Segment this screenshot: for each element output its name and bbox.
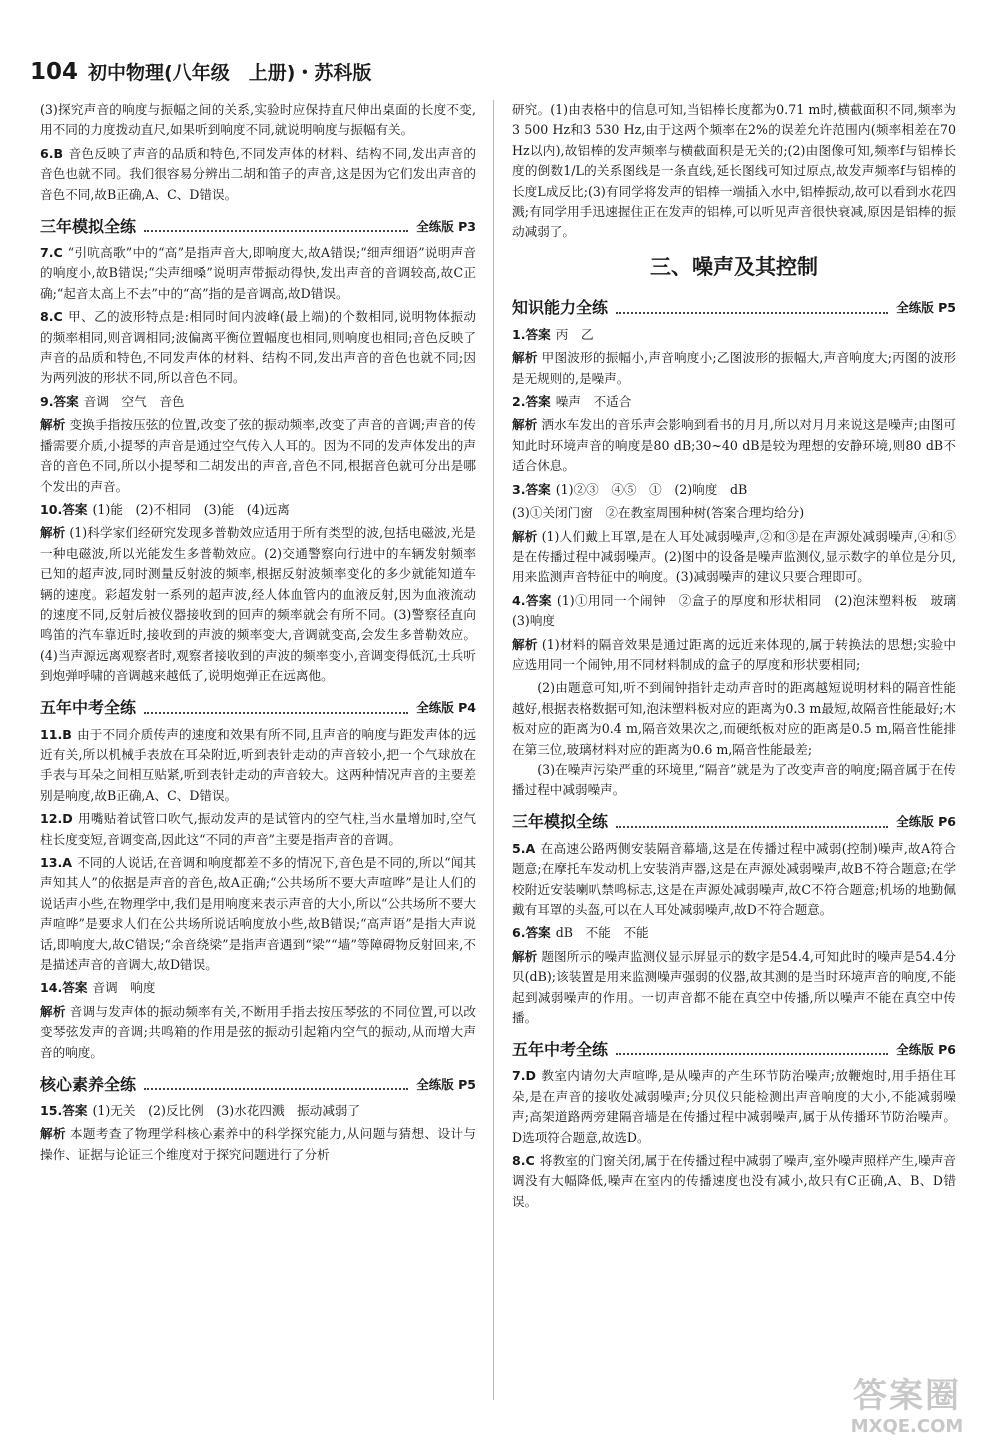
answer-text: dB 不能 不能 [555,925,649,941]
left-items-a [40,100,476,205]
answer-text: (1)①用同一个闹钟 ②盒子的厚度和形状相同 (2)泡沫塑料板 玻璃 (3)响度 [512,592,969,629]
answer-text: 洒水车发出的音乐声会影响到看书的月月,所以对月月来说这是噪声;由图可知此时环境声音的响度是80 dB;30~40 dB是较为理想的安静环境,则80 dB不适合休息。 [512,417,957,474]
right-items-b [512,839,956,1029]
left-column [40,100,476,1410]
answer-item [512,480,956,500]
answer-label: 3.答案 [512,481,551,497]
answer-label: 解析 [40,525,66,541]
left-items-d [40,1101,476,1165]
watermark-logo [832,1376,982,1446]
answer-label: 解析 [512,528,538,544]
section-title: 核心素养全练 [40,1074,137,1094]
answer-label: 解析 [512,948,538,964]
watermark-text: 答案圈 [853,1376,961,1416]
right-items-a [512,325,969,676]
section-ref: 全练版 P6 [896,814,956,830]
answer-item [40,1002,476,1063]
answer-label: 解析 [512,350,538,366]
answer-item [40,725,476,807]
section-header [512,1036,956,1060]
answer-text: 将教室的门窗关闭,属于在传播过程中减弱了噪声,室外噪声照样产生,噪声音调没有大幅降低,噪声在室内的传播速度也没有减小,故只有C正确,A、B、D错误。 [512,1153,956,1209]
page-number: 104 [30,59,79,85]
answer-item [40,307,476,389]
answer-text: (1)人们戴上耳罩,是在人耳处减弱噪声,②和③是在声源处减弱噪声,④和⑤是在传播过程中减弱噪声。(2)图中的设备是噪声监测仪,显示数字的单位是分贝,用来监测声音特征中的响度。(3)减弱噪声的建议只要合理即可。 [512,528,957,585]
answer-item [512,503,956,523]
answer-text: 题图所示的噪声监测仪显示屏显示的数字是54.4,可知此时的噪声是54.4分贝(dB);该装置是用来监测噪声强弱的仪器,故其测的是当时环境声音的响度,不能起到减弱噪声的作用。一切声音都不能在真空中传播,所以噪声不能在真空中传播。 [512,948,956,1026]
answer-text: (1)无关 (2)反比例 (3)水花四溅 振动减弱了 [92,1103,361,1119]
section-ref: 全练版 P5 [896,300,956,316]
answer-label: 解析 [40,1126,66,1142]
dotted-leader [616,825,888,828]
answer-text: 音调 响度 [92,980,156,996]
section-header [40,695,476,719]
answer-label: 解析 [40,1003,66,1019]
answer-item [40,415,476,497]
answer-label: 解析 [512,417,538,433]
answer-label: 11.B [40,726,72,742]
chapter-title: 三、噪声及其控制 [650,254,818,279]
answer-label: 8.C [40,309,63,325]
intro-paragraph: 研究。(1)由表格中的信息可知,当铝棒长度都为0.71 m时,横截面积不同,频率为3 500 Hz和3 530 Hz,由于这两个频率在2%的误差允许范围内(频率相差在70 Hz以内),故铝棒的发声频率与横截面积是无关的;(2)由图像可知,频率f与铝棒长度的倒数1/L的关系图线是一条直线,延长图线可知过原点,故发声频率f与铝棒的长度L成反比;(3)有同学将发声的铝棒一端插入水中,铝棒振动,故可以看到水花四溅;有同学用手迅速握住正在发声的铝棒,可以听见声音很快衰减,原因是铝棒的振动减弱了。 [512,102,956,240]
section-header [40,1071,476,1095]
dotted-leader [144,229,408,232]
left-items-c [40,725,476,1064]
answer-item [512,325,956,345]
dotted-leader [144,711,408,714]
answer-text: (1)科学家们经研究发现多普勒效应适用于所有类型的波,包括电磁波,光是一种电磁波,所以光能发生多普勒效应。(2)交通警察向行进中的车辆发射频率已知的超声波,同时测量反射波的频率,根据反射波频率变化的多少就能知道车辆的速度。彩超发射一系列的超声波,经人体血管内的血液反射,因为血液流动的速度不同,反射后被仪器接收到的回声的频率就会有所不同。(3)警察径直向鸣笛的汽车靠近时,接收到的声波的频率变大,音调就变高,会发生多普勒效应。(4)当声源远离观察者时,观察者接收到的声波的频率变小,音调变得低沉,士兵听到炮弹呼啸的音调越来越低了,说明炮弹正在远离他。 [40,525,476,684]
section-ref: 全练版 P4 [416,700,476,716]
answer-item [40,392,476,412]
answer-label: 7.D [512,1068,537,1084]
answer-label: 9.答案 [40,393,79,409]
section-header [40,213,476,237]
section-ref: 全练版 P3 [416,218,476,234]
right-column [512,100,969,1410]
left-items-b [40,243,476,687]
answer-item [40,809,476,850]
answer-text: 音调 空气 音色 [83,393,185,409]
section-title: 三年模拟全练 [40,216,137,236]
answer-text: 甲图波形的振幅小,声音响度小;乙图波形的振幅大,声音响度大;丙图的波形是无规则的,是噪声。 [512,350,957,386]
dotted-leader [616,311,888,314]
section-ref: 全练版 P6 [896,1042,956,1058]
answer-label: 14.答案 [40,980,88,996]
answer-item [512,591,969,632]
answer-item [512,839,956,921]
answer-item [40,243,476,304]
right-items-c [512,1066,956,1212]
answer-text: 教室内请勿大声喧哗,是从噪声的产生环节防治噪声;放鞭炮时,用手捂住耳朵,是在声音的接收处减弱噪声;分贝仪只能检测出声音响度的大小,不能减弱噪声;高架道路两旁建隔音墙是在传播过程中减弱噪声,属于从传播环节防治噪声。D选项符合题意,故选D。 [512,1068,956,1145]
answer-item [512,348,956,389]
answer-label: 8.C [512,1153,535,1169]
answer-item [512,635,956,676]
answer-item [40,853,476,975]
section-header [512,295,956,319]
answer-item [512,527,956,588]
page-header [30,58,970,90]
answer-item [40,978,476,998]
answer-label: 5.A [512,840,536,856]
answer-text: “引吭高歌”中的“高”是指声音大,即响度大,故A错误;“细声细语”说明声音的响度小,故B错误;“尖声细嗓”说明声带振动得快,发出声音的音调较高,故C正确;“起音太高上不去”中的“高”指的是音调高,故D错误。 [40,245,476,301]
analysis-paragraph: (3)在噪声污染严重的环境里,“隔音”就是为了改变声音的响度;隔音属于在传播过程中减弱噪声。 [512,761,956,798]
answer-text: 音调与发声体的振动频率有关,不断用手指去按压琴弦的不同位置,可以改变琴弦发声的音调;共鸣箱的作用是弦的振动引起箱内空气的振动,从而增大声音的响度。 [40,1003,476,1060]
answer-label: 解析 [40,417,66,433]
answer-label: 1.答案 [512,326,551,342]
answer-label: 15.答案 [40,1103,88,1119]
answer-label: 6.答案 [512,925,551,941]
answer-item [40,523,476,686]
dotted-leader [616,1052,888,1055]
answer-label: 解析 [512,636,538,652]
section-title: 三年模拟全练 [512,812,609,832]
answer-label: 12.D [40,811,73,827]
answer-text: 甲、乙的波形特点是:相同时间内波峰(最上端)的个数相同,说明物体振动的频率相同,则音调相同;波偏离平衡位置幅度也相同,则响度也相同;音色反映了声音的品质和特色,不同发声体的材料、结构不同,发出声音的音色也就不同;因为两列波的形状不同,所以音色不同。 [40,309,476,386]
answer-label: 6.B [40,145,64,161]
section-title: 五年中考全练 [512,1040,609,1060]
answer-text: 不同的人说话,在音调和响度都差不多的情况下,音色是不同的,所以“闻其声知其人”的依据是声音的音色,故A正确;“公共场所不要大声喧哗”是让人们的说话声小些,在物理学中,我们是用响度来表示声音的大小,所以“公共场所不要大声喧哗”是要求人们在公共场所说话响度放小些,故B错误;“高声语”是指大声说话,即响度大,故C错误;“余音绕梁”是指声音遇到“梁”“墙”等障碍物反射回来,不是描述声音的音调大,故D错误。 [40,855,476,973]
answer-text: 变换手指按压弦的位置,改变了弦的振动频率,改变了声音的音调;声音的传播需要介质,小提琴的声音是通过空气传入人耳的。因为不同的发声体发出的声音的音色不同,所以小提琴和二胡发出的声音,音色不同,根据音色就可分出是哪个发出的声音。 [40,417,477,494]
answer-text: 噪声 不适合 [555,394,632,410]
answer-label: 2.答案 [512,394,551,410]
section-ref: 全练版 P5 [416,1076,476,1092]
answer-item [512,392,956,412]
section-title: 五年中考全练 [40,698,137,718]
answer-text: 由于不同介质传声的速度和效果有所不同,且声音的响度与距发声体的远近有关,所以机械手表放在耳朵附近,听到表针走动的声音较小,把一个气球放在手表与耳朵之间相互贴紧,听到表针走动的声音较大。这两种情况声音的主要差别是响度,故B正确,A、C、D错误。 [40,726,476,803]
answer-item [512,923,956,943]
section-title: 知识能力全练 [512,298,609,318]
book-title: 初中物理(八年级 上册)・苏科版 [88,62,372,84]
answer-text: (1)②③ ④⑤ ① (2)响度 dB [555,481,748,497]
answer-text: 本题考查了物理学科核心素养中的科学探究能力,从问题与猜想、设计与操作、证据与论证三个维度对于探究问题进行了分析 [40,1126,477,1162]
section-header [512,809,956,833]
answer-label: 4.答案 [512,592,552,608]
column-divider [493,100,494,1400]
dotted-leader [144,1087,408,1090]
answer-text: 丙 乙 [555,326,594,342]
answer-item [40,500,476,520]
analysis-paragraph: (2)由题意可知,听不到闹钟指针走动声音时的距离越短说明材料的隔音性能越好,根据表格数据可知,泡沫塑料板对应的距离为0.3 m最短,故隔音性能最好;木板对应的距离为0.4 m,隔音效果次之,而硬纸板对应的距离是0.5 m,隔音性能排在第三位,玻璃材料对应的距离为0.6 m,隔音性能最差; [512,680,956,757]
answer-item [40,144,476,205]
answer-text: (3)①关闭门窗 ②在教室周围种树(答案合理均给分) [512,505,805,521]
answer-item [512,1066,956,1148]
answer-label: 13.A [40,855,73,870]
answer-label: 7.C [40,245,63,261]
answer-text: (3)探究声音的响度与振幅之间的关系,实验时应保持直尺伸出桌面的长度不变,用不同的力度拨动直尺,如果听到响度不同,就说明响度与振幅有关。 [40,102,476,138]
answer-item [512,415,956,476]
answer-text: (1)材料的隔音效果是通过距离的远近来体现的,属于转换法的思想;实验中应选用同一个闹钟,用不同材料制成的盒子的厚度和形状要相同; [512,636,957,672]
answer-text: 音色反映了声音的品质和特色,不同发声体的材料、结构不同,发出声音的音色也就不同。我们很容易分辨出二胡和笛子的声音,这是因为它们发出声音的音色不同,故B正确,A、C、D错误。 [40,145,476,202]
answer-item [40,1124,476,1165]
answer-label: 10.答案 [40,501,88,517]
answer-text: (1)能 (2)不相同 (3)能 (4)远离 [92,501,290,517]
answer-item [512,1151,956,1212]
answer-item [40,100,476,141]
answer-item [512,947,956,1029]
watermark-url: MXQE.COM [850,1416,964,1437]
answer-item [40,1101,476,1121]
answer-text: 用嘴贴着试管口吹气,振动发声的是试管内的空气柱,当水量增加时,空气柱长度变短,音调变高,因此这“不同的声音”主要是指声音的音调。 [40,811,476,847]
answer-text: 在高速公路两侧安装隔音幕墙,这是在传播过程中减弱(控制)噪声,故A符合题意;在摩托车发动机上安装消声器,这是在声源处减弱噪声,故B不符合题意;在学校附近安装喇叭禁鸣标志,这是在声源处减弱噪声,故C不符合题意;机场的地勤佩戴有耳罩的头盔,可以在人耳处减弱噪声,故D不符合题意。 [512,840,956,917]
